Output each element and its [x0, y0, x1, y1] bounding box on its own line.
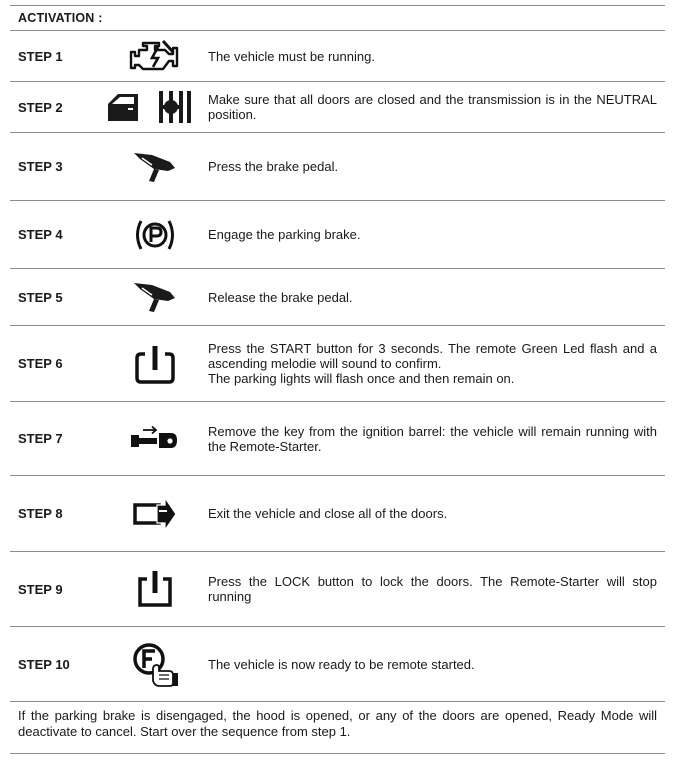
activation-instructions	[10, 5, 665, 754]
step-text: The vehicle is now ready to be remote started.	[208, 656, 475, 672]
step-text: Remove the key from the ignition barrel: the vehicle will remain running with the Remote-Starter.	[208, 423, 657, 454]
step-text: The vehicle must be running.	[208, 48, 375, 64]
step-text: Make sure that all doors are closed and the transmission is in the NEUTRAL position.	[208, 92, 657, 122]
step-row-7	[10, 402, 665, 476]
step-text: Release the brake pedal.	[208, 289, 353, 305]
step-label: STEP 4	[18, 227, 63, 242]
step-description	[208, 159, 665, 174]
lock-button-icon	[102, 569, 208, 609]
step-label: STEP 6	[18, 356, 63, 371]
step-row-6	[10, 326, 665, 402]
step-row-1	[10, 31, 665, 82]
step-text: Press the START button for 3 seconds. The remote Green Led flash and a ascending melodie will sound to confirm.	[208, 341, 657, 371]
step-text: Press the LOCK button to lock the doors. The Remote-Starter will stop running	[208, 574, 657, 604]
step-row-10	[10, 627, 665, 702]
exit-vehicle-icon	[102, 495, 208, 533]
step-label: STEP 3	[18, 159, 63, 174]
remote-start-ready-icon	[102, 641, 208, 687]
step-icons	[102, 88, 208, 126]
engine-check-icon	[102, 38, 208, 74]
step-description	[208, 290, 665, 305]
step-description	[208, 341, 665, 386]
step-description	[208, 574, 665, 604]
footer-note-text: If the parking brake is disengaged, the hood is opened, or any of the doors are opened, Ready Mode will deactivate to cancel. Start over the sequence from step 1.	[18, 708, 657, 739]
step-description	[208, 227, 665, 242]
step-text: The parking lights will flash once and then remain on.	[208, 371, 515, 386]
step-text: Press the brake pedal.	[208, 159, 339, 174]
step-label: STEP 1	[18, 48, 63, 64]
brake-pedal-press-icon	[102, 149, 208, 185]
step-description	[208, 49, 665, 64]
step-label: STEP 8	[18, 506, 63, 521]
step-row-2	[10, 82, 665, 133]
step-label: STEP 10	[18, 656, 70, 672]
car-door-icon	[105, 90, 141, 124]
step-label: STEP 9	[18, 581, 63, 597]
step-text: Engage the parking brake.	[208, 227, 361, 242]
step-row-8	[10, 476, 665, 552]
step-description	[208, 657, 665, 672]
step-description	[208, 506, 665, 521]
step-row-3	[10, 133, 665, 201]
step-description	[208, 424, 665, 454]
section-title-text: ACTIVATION :	[18, 11, 103, 25]
step-row-9	[10, 552, 665, 627]
section-title	[10, 5, 665, 31]
brake-pedal-release-icon	[102, 279, 208, 315]
step-text: Exit the vehicle and close all of the doors.	[208, 506, 448, 521]
step-label: STEP 7	[18, 431, 63, 446]
step-label: STEP 2	[18, 99, 63, 115]
start-button-icon	[102, 344, 208, 384]
step-description	[208, 92, 665, 122]
gear-shift-neutral-icon	[155, 88, 195, 126]
step-row-5	[10, 269, 665, 326]
step-row-4	[10, 201, 665, 269]
footer-note	[10, 702, 665, 754]
parking-brake-icon	[102, 217, 208, 253]
step-label: STEP 5	[18, 289, 63, 305]
remove-key-icon	[102, 424, 208, 454]
